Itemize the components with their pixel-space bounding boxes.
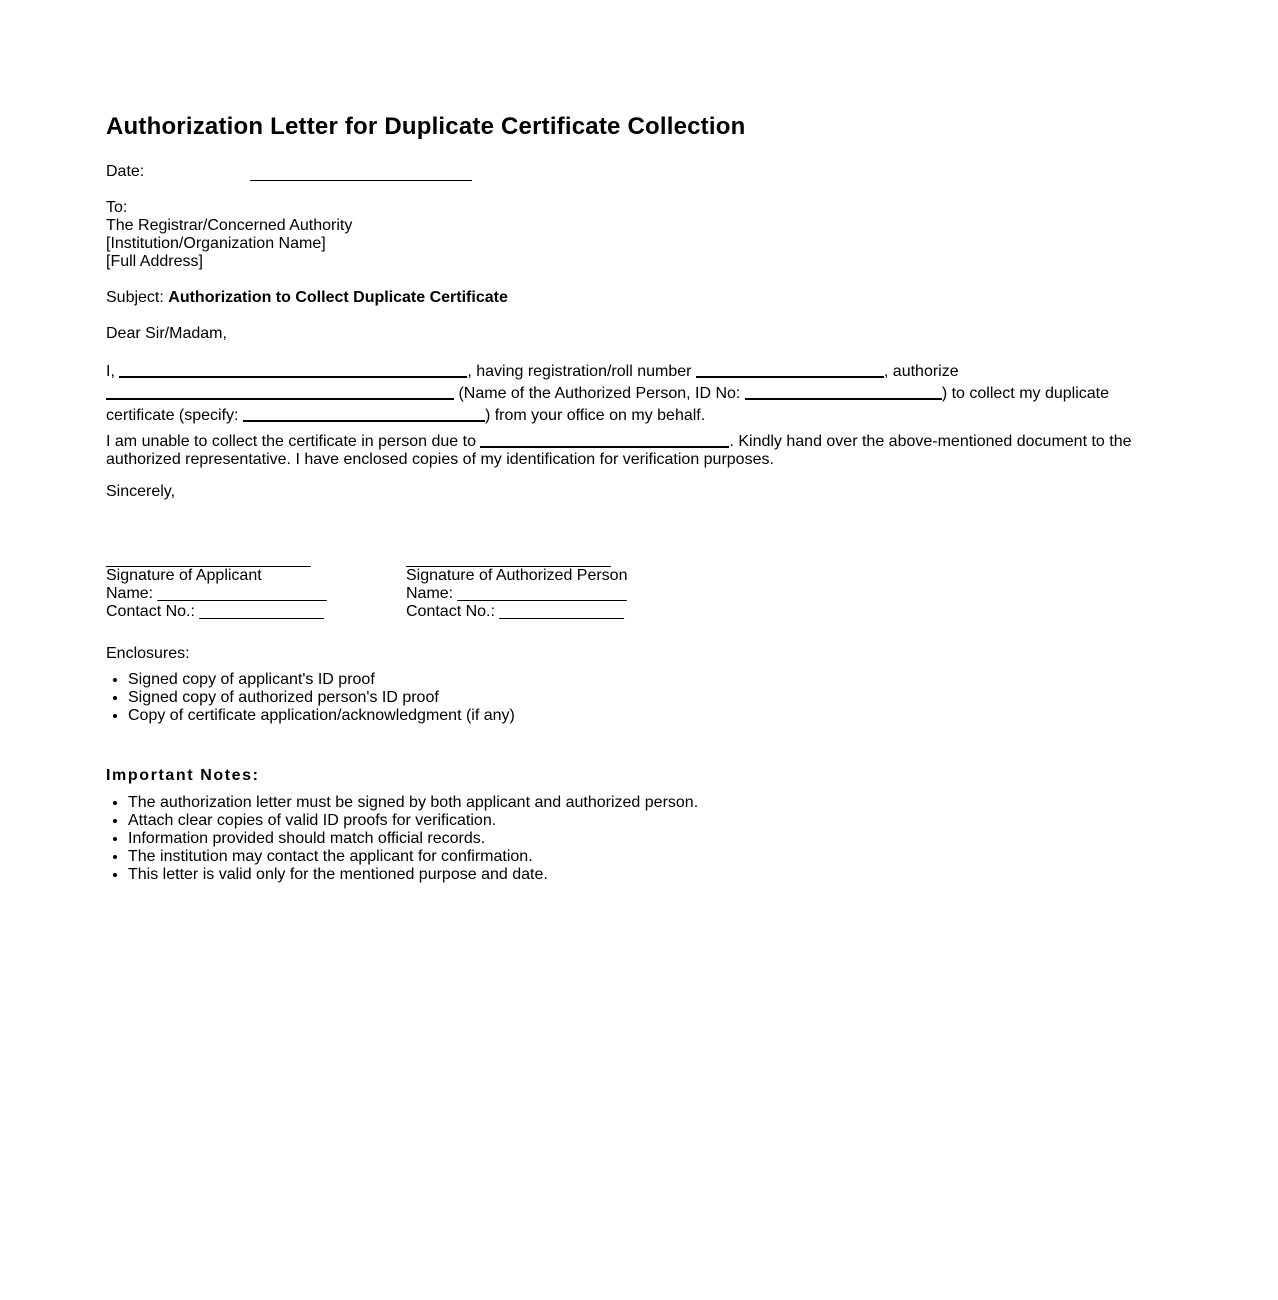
applicant-signature-title: Signature of Applicant [106, 567, 262, 584]
important-notes-list [106, 794, 698, 884]
authorized-signature-line [406, 549, 611, 567]
address-line-2: [Institution/Organization Name] [106, 235, 326, 252]
para2-text-2: . Kindly hand over the above-mentioned document to the authorized representative. I have enclosed copies of my identification for verification purposes. [106, 433, 1132, 468]
para1-text-1: I, [106, 363, 115, 380]
date-label: Date: [106, 163, 145, 180]
para1-text-5: ) to collect my duplicate certificate (specify: [106, 385, 1110, 424]
para1-text-2: , having registration/roll number [467, 363, 692, 380]
authorized-contact-field: Contact No.: ______________ [406, 603, 624, 620]
authorized-person-name-blank [106, 383, 454, 400]
authorized-name-field: Name: ___________________ [406, 585, 627, 602]
reason-paragraph [106, 429, 1146, 469]
address-line-1: The Registrar/Concerned Authority [106, 217, 353, 234]
list-item: • The authorization letter must be signed by both applicant and authorized person. [128, 794, 698, 812]
list-item: • The institution may contact the applicant for confirmation. [128, 848, 698, 866]
closing: Sincerely, [106, 483, 176, 500]
list-item: • Information provided should match official records. [128, 830, 698, 848]
applicant-name-blank [119, 361, 467, 378]
authorized-signature-title: Signature of Authorized Person [406, 567, 628, 584]
id-number-blank [745, 383, 942, 400]
subject-label: Subject: [106, 289, 164, 306]
list-item: • Signed copy of applicant's ID proof [128, 671, 515, 689]
list-item: • Signed copy of authorized person's ID proof [128, 689, 515, 707]
list-item: • Copy of certificate application/acknowledgment (if any) [128, 707, 515, 725]
reason-blank [480, 431, 729, 448]
recipient-address [106, 199, 352, 271]
para1-text-3: , authorize [883, 363, 959, 380]
applicant-name-field: Name: ___________________ [106, 585, 327, 602]
applicant-signature-line [106, 549, 311, 567]
para1-text-4: (Name of the Authorized Person, ID No: [458, 385, 741, 402]
authorized-signature-block [406, 549, 627, 621]
enclosures-list [106, 671, 515, 725]
subject-line [106, 289, 508, 307]
date-blank-line [250, 164, 472, 181]
date-row [106, 163, 472, 181]
certificate-type-blank [243, 405, 485, 422]
roll-number-blank [696, 361, 884, 378]
applicant-signature-block [106, 549, 327, 621]
para1-text-6: ) from your office on my behalf. [484, 407, 706, 424]
list-item: • Attach clear copies of valid ID proofs for verification. [128, 812, 698, 830]
enclosures-heading: Enclosures: [106, 645, 190, 662]
authorization-paragraph [106, 359, 1146, 425]
list-item: • This letter is valid only for the mentioned purpose and date. [128, 866, 698, 884]
greeting: Dear Sir/Madam, [106, 325, 227, 342]
subject-text: Authorization to Collect Duplicate Certificate [168, 289, 508, 306]
address-to: To: [106, 199, 128, 216]
para2-text-1: I am unable to collect the certificate in person due to [106, 433, 476, 450]
document-title: Authorization Letter for Duplicate Certificate Collection [106, 113, 746, 140]
important-notes-heading: Important Notes: [106, 767, 260, 784]
address-line-3: [Full Address] [106, 253, 203, 270]
applicant-contact-field: Contact No.: ______________ [106, 603, 324, 620]
